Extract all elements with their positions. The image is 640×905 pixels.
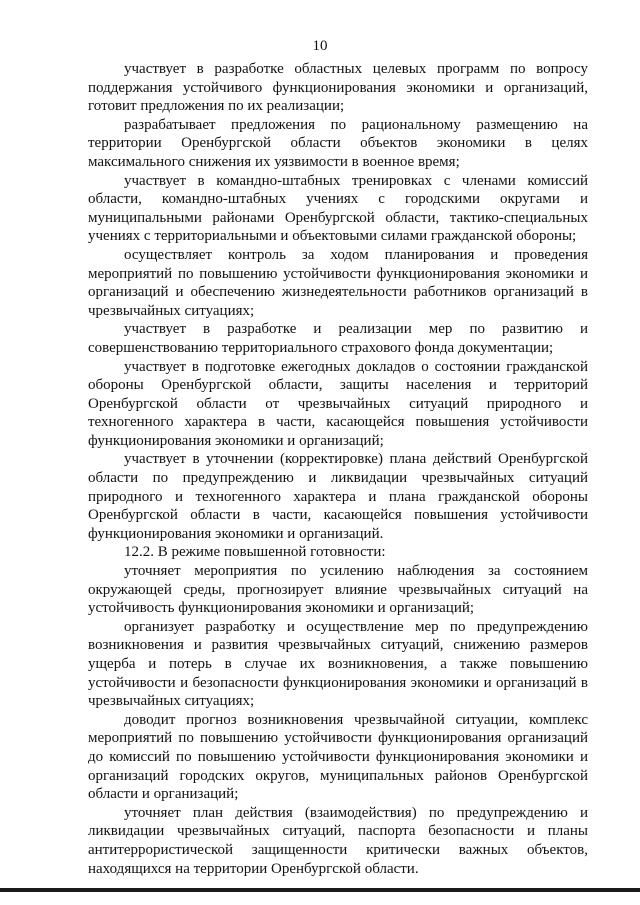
paragraph: участвует в командно-штабных тренировках с членами комиссий области, командно-штабных учениях с городскими округами и муниципальными районами Оренбургской области, тактико-специальных учениях с территориальными и объектовыми силами гражданской обороны; (88, 172, 588, 245)
document-body (88, 60, 588, 878)
paragraph: участвует в уточнении (корректировке) плана действий Оренбургской области по предупреждению и ликвидации чрезвычайных ситуаций природного и техногенного характера и плана гражданской обороны Оренбургской области в части, касающейся повышения устойчивости функционирования экономики и организаций. (88, 451, 588, 542)
paragraph: организует разработку и осуществление мер по предупреждению возникновения и развития чрезвычайных ситуаций, снижению размеров ущерба и потерь в случае их возникновения, а также повышению устойчивости и безопасности функционирования экономики и организаций в чрезвычайных ситуациях; (88, 618, 588, 710)
bottom-rule (0, 888, 640, 892)
section-heading: 12.2. В режиме повышенной готовности: (124, 544, 386, 561)
page-number: 10 (312, 38, 328, 54)
paragraph: осуществляет контроль за ходом планирования и проведения мероприятий по повышению устойчивости функционирования экономики и организаций и обеспечению жизнедеятельности работников организаций в чрезвычайных ситуациях; (88, 246, 588, 319)
paragraph: разрабатывает предложения по рациональному размещению на территории Оренбургской области объектов экономики в целях максимального снижения их уязвимости в военное время; (88, 116, 588, 170)
paragraph: участвует в разработке областных целевых программ по вопросу поддержания устойчивого функционирования экономики и организаций, готовит предложения по их реализации; (88, 61, 588, 115)
paragraph: участвует в разработке и реализации мер по развитию и совершенствованию территориального страхового фонда документации; (88, 321, 588, 356)
paragraph: участвует в подготовке ежегодных докладов о состоянии гражданской обороны Оренбургской области, защиты населения и территорий Оренбургской области от чрезвычайных ситуаций природного и техногенного характера в части, касающейся повышения устойчивости функционирования экономики и организаций; (88, 358, 588, 449)
paragraph: уточняет мероприятия по усилению наблюдения за состоянием окружающей среды, прогнозирует влияние чрезвычайных ситуаций на устойчивость функционирования экономики и организаций; (88, 563, 588, 617)
paragraph: уточняет план действия (взаимодействия) по предупреждению и ликвидации чрезвычайных ситуаций, паспорта безопасности и планы антитеррористической защищенности критически важных объектов, находящихся на территории Оренбургской области. (88, 804, 588, 877)
paragraph: доводит прогноз возникновения чрезвычайной ситуации, комплекс мероприятий по повышению устойчивости функционирования организаций до комиссий по повышению устойчивости функционирования экономики и организаций городских округов, муниципальных районов Оренбургской области и организаций; (88, 711, 588, 803)
